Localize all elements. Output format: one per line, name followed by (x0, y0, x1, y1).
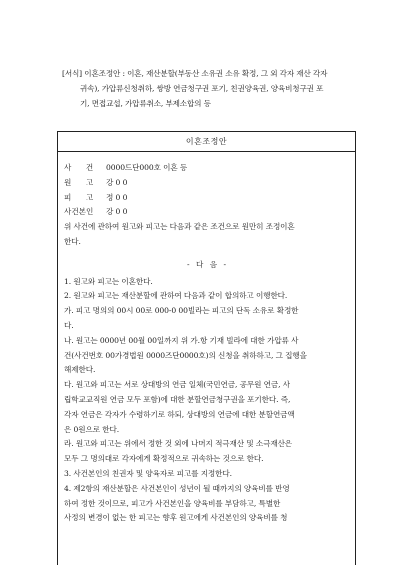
document-title: 이혼조정안 (58, 132, 355, 152)
term-line: 2. 원고와 피고는 재산분할에 관하여 다음과 같이 합의하고 이행한다. (64, 291, 288, 301)
term-line: 4. 제2항의 재산분할은 사건본인이 성년이 될 때까지의 양육비를 반영 (64, 483, 290, 493)
term-line: 가. 피고 명의의 00시 00로 000-0 00빌라는 피고의 단독 소유로 확정한 (64, 306, 299, 316)
document-caption (62, 66, 352, 111)
party-label: 피 고 (64, 192, 94, 202)
party-label: 사건본인 (64, 207, 94, 217)
party-row-case (64, 161, 351, 176)
party-label: 사 건 (64, 163, 94, 172)
term-line: 3. 사건본인의 친권자 및 양육자로 피고를 지정한다. (64, 468, 232, 478)
term-line: 립학교교직원 연금 모두 포함)에 대한 분할연금청구권을 포기한다. 즉, (64, 394, 291, 404)
party-value: 정 0 0 (106, 192, 128, 202)
intro-line-1: 위 사건에 관하여 원고와 피고는 다음과 같은 조건으로 원만히 조정이혼 (64, 222, 295, 232)
party-value: 0000드단000호 이혼 등 (106, 163, 188, 172)
term-line: 다. (64, 320, 74, 330)
term-line: 1. 원고와 피고는 이혼한다. (64, 276, 153, 286)
party-value: 강 0 0 (106, 177, 128, 187)
intro-line-2: 한다. (64, 236, 81, 246)
caption-line-2: 귀속), 가압류신청취하, 쌍방 연금청구권 포기, 친권양육권, 양육비청구권 포 (80, 84, 324, 93)
party-label: 원 고 (64, 177, 94, 187)
term-line: 다. 원고와 피고는 서로 상대방의 연금 일체(국민연금, 공무원 연금, 사 (64, 380, 290, 390)
mediation-document (57, 131, 356, 565)
party-row-child (64, 205, 351, 220)
caption-line-1: [서식] 이혼조정안 : 이혼, 재산분할(부동산 소유권 소유 확정, 그 외 각자 재산 각자 (62, 69, 328, 78)
term-line: 모두 그 명의대로 각자에게 확정적으로 귀속하는 것으로 한다. (64, 454, 264, 464)
term-line: 은 0원으로 한다. (64, 424, 120, 434)
caption-line-3: 기, 면접교섭, 가압류취소, 부제소합의 등 (80, 99, 211, 108)
document-body (64, 161, 351, 526)
term-line: 해제한다. (64, 365, 96, 375)
term-line: 나. 원고는 0000년 00월 00일까지 위 가.항 기재 빌라에 대한 가압류 사 (64, 335, 299, 345)
term-line: 라. 원고와 피고는 위에서 정한 것 외에 나머지 적극재산 및 소극재산은 (64, 439, 293, 449)
term-line: 각자 연금은 각자가 수령하기로 하되, 상대방의 연금에 대한 분할연금액 (64, 409, 295, 419)
term-line: 사정의 변경이 없는 한 피고는 향후 원고에게 사건본인의 양육비를 청 (64, 513, 288, 523)
party-row-defendant (64, 191, 351, 206)
party-value: 강 0 0 (106, 207, 128, 217)
term-line: 하여 정한 것이므로, 피고가 사건본인을 양육비를 부담하고, 특별한 (64, 498, 281, 508)
party-row-plaintiff (64, 176, 351, 191)
term-line: 건(사건번호 00가경법원 0000즈단0000호)의 신청을 취하하고, 그 집행을 (64, 350, 307, 360)
section-heading: - 다 음 - (186, 259, 229, 269)
terms-list (64, 275, 351, 527)
